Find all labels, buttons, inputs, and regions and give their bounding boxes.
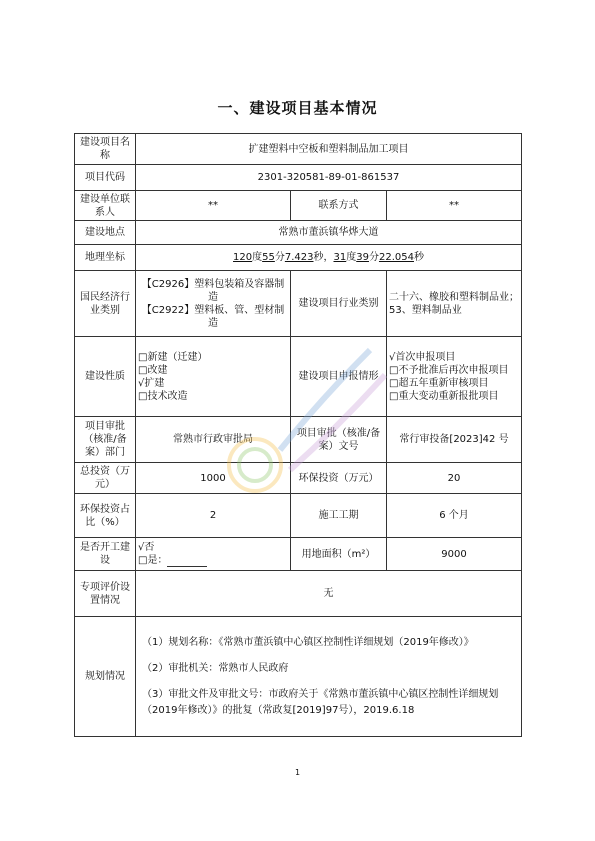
label-total-investment: 总投资（万元） <box>75 463 136 494</box>
value-nature <box>136 337 291 417</box>
planning-line: （1）规划名称：《常熟市董浜镇中心镇区控制性详细规划（2019年修改）》 <box>142 636 474 648</box>
label-unit-contact: 建设单位联系人 <box>75 191 136 221</box>
page-title: 一、建设项目基本情况 <box>217 99 378 117</box>
planning-line: （2）审批机关：常熟市人民政府 <box>142 662 289 674</box>
row-approval <box>75 417 522 463</box>
row-special <box>75 571 522 617</box>
started-option-no: √否 <box>138 542 155 553</box>
value-application <box>387 337 522 417</box>
value-coords: 120度55分7.423秒，31度39分22.054秒 <box>136 245 522 271</box>
started-option-yes: □是： <box>138 554 288 567</box>
value-env-investment: 20 <box>387 463 522 494</box>
value-approval-doc: 常行审投备[2023]42 号 <box>387 417 522 463</box>
label-project-name: 建设项目名称 <box>75 134 136 165</box>
row-coords <box>75 245 522 271</box>
application-option: √首次申报项目 <box>389 351 456 363</box>
lat-min: 39 <box>356 252 369 263</box>
value-project-code: 2301-320581-89-01-861537 <box>136 165 522 191</box>
value-started <box>136 538 291 571</box>
label-location: 建设地点 <box>75 221 136 245</box>
value-construction-period: 6 个月 <box>387 494 522 538</box>
label-nature: 建设性质 <box>75 337 136 417</box>
label-contact-method: 联系方式 <box>291 191 387 221</box>
lat-deg: 31 <box>333 252 347 263</box>
label-project-code: 项目代码 <box>75 165 136 191</box>
nature-option: □技术改造 <box>138 390 188 402</box>
value-approval-dept: 常熟市行政审批局 <box>136 417 291 463</box>
nature-option: √扩建 <box>138 377 165 389</box>
label-industry: 国民经济行业类别 <box>75 271 136 337</box>
label-approval-doc: 项目审批（核准/备案）文号 <box>291 417 387 463</box>
row-nature <box>75 337 522 417</box>
value-project-industry: 二十六、橡胶和塑料制品业；53、塑料制品业 <box>387 271 522 337</box>
value-location: 常熟市董浜镇华烨大道 <box>136 221 522 245</box>
label-construction-period: 施工工期 <box>291 494 387 538</box>
label-env-ratio: 环保投资占比（%） <box>75 494 136 538</box>
value-total-investment: 1000 <box>136 463 291 494</box>
value-industry <box>136 271 291 337</box>
value-env-ratio: 2 <box>136 494 291 538</box>
row-industry <box>75 271 522 337</box>
label-special: 专项评价设置情况 <box>75 571 136 617</box>
industry-item-1: 【C2926】塑料包装箱及容器制造 <box>141 278 285 303</box>
lon-deg: 120 <box>233 252 253 263</box>
row-project-name <box>75 134 522 165</box>
nature-option: □改建 <box>138 364 168 376</box>
label-started: 是否开工建设 <box>75 538 136 571</box>
application-option: □重大变动重新报批项目 <box>389 390 499 402</box>
row-unit-contact <box>75 191 522 221</box>
lon-min: 55 <box>262 252 275 263</box>
page-number: 1 <box>294 768 301 777</box>
value-planning <box>136 617 522 737</box>
label-coords: 地理坐标 <box>75 245 136 271</box>
row-started <box>75 538 522 571</box>
project-info-table <box>74 133 522 737</box>
value-project-name: 扩建塑料中空板和塑料制品加工项目 <box>136 134 522 165</box>
value-unit-contact: ** <box>136 191 291 221</box>
label-land-area: 用地面积（m²） <box>291 538 387 571</box>
industry-item-2: 【C2922】塑料板、管、型材制造 <box>141 304 285 329</box>
row-env-ratio <box>75 494 522 538</box>
row-investment <box>75 463 522 494</box>
application-option: □超五年重新审核项目 <box>389 377 489 389</box>
application-option: □不予批准后再次申报项目 <box>389 364 509 376</box>
lon-sec: 7.423 <box>284 252 314 263</box>
label-env-investment: 环保投资（万元） <box>291 463 387 494</box>
lat-sec: 22.054 <box>378 252 414 263</box>
label-approval-dept: 项目审批（核准/备案）部门 <box>75 417 136 463</box>
label-planning: 规划情况 <box>75 617 136 737</box>
value-land-area: 9000 <box>387 538 522 571</box>
value-special: 无 <box>136 571 522 617</box>
nature-option: □新建（迁建） <box>138 351 208 363</box>
row-location <box>75 221 522 245</box>
row-planning <box>75 617 522 737</box>
started-blank <box>167 556 207 567</box>
planning-line: （3）审批文件及审批文号：市政府关于《常熟市董浜镇中心镇区控制性详细规划（2019年修改）》的批复（常政复[2019]97号），2019.6.18 <box>142 688 499 716</box>
row-project-code <box>75 165 522 191</box>
label-project-industry: 建设项目行业类别 <box>291 271 387 337</box>
label-application: 建设项目申报情形 <box>291 337 387 417</box>
value-contact-method: ** <box>387 191 522 221</box>
